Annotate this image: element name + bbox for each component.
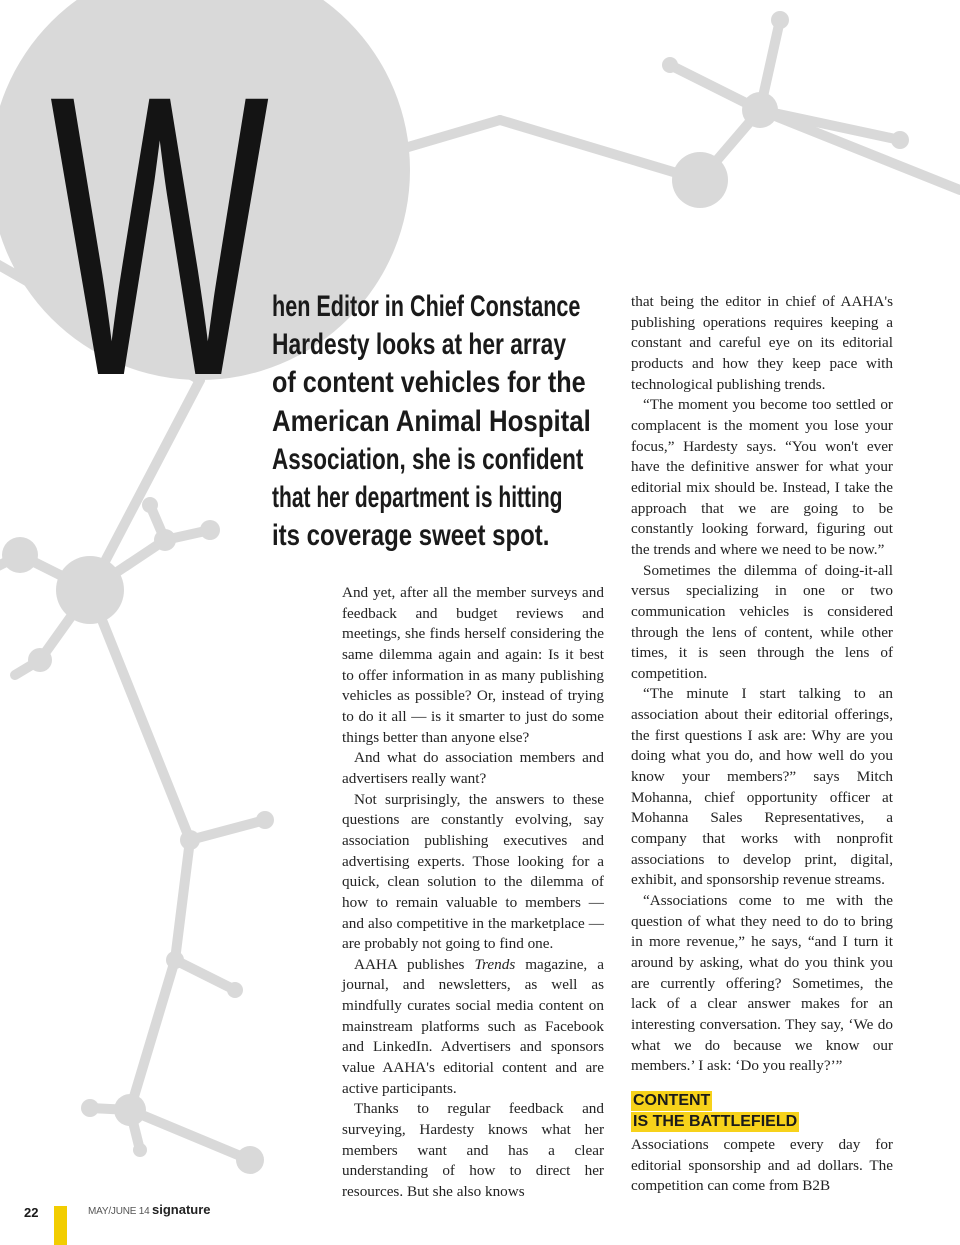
body-paragraph: And yet, after all the member surveys and feedback and budget reviews and meetings, she finds herself considering the same dilemma again and again: Is it best to offer information in as many publishing vehicles as possible? Or, instead of trying to do it all — is it smarter to just do some things better than anyone else?	[342, 584, 604, 746]
body-paragraph: “The moment you become too settled or complacent is the moment you lose your focus,” Hardesty says. “You won't ever have the definitive answer for what your editorial mix should be. Instead, I take the approach that we are going to be constantly looking forward, figuring out the trends and where we need to be now.”	[631, 396, 893, 558]
section-subhead	[631, 1091, 893, 1133]
intro-line: Association, she is confident	[272, 442, 584, 476]
body-paragraph: “Associations come to me with the question of what they need to do to bring in more revenue,” he says, “and I turn it around by asking, what do you think you are currently offering? Sometimes, the lack of a clear answer makes for an interesting conversation. They say, ‘We do what we do because we know our members.’ I ask: ‘Do you really?’”	[631, 892, 893, 1075]
intro-line: that her department is hitting	[272, 481, 563, 515]
body-paragraph: “The minute I start talking to an association about their editorial offerings, the first questions I ask are: Why are you doing what you do, and how well do you know your members?” says Mitch Mohanna, chief opportunity officer at Mohanna Sales Representatives, a company that works with nonprofit associations to develop print, digital, exhibit, and sponsorship revenue streams.	[631, 685, 893, 889]
intro-line: Hardesty looks at her array	[272, 328, 567, 362]
subhead-line: IS THE BATTLEFIELD	[633, 1112, 798, 1130]
trends-text-before: AAHA publishes	[354, 955, 475, 973]
body-paragraph: Thanks to regular feedback and surveying, Hardesty knows what her members want and has a clear understanding of how to direct her resources. But she also knows	[342, 1100, 604, 1201]
trends-text-after: magazine, a journal, and newsletters, as well as mindfully curates social media content on mainstream platforms such as Facebook and LinkedIn. Advertisers and sponsors value AAHA's editorial content and are active participants.	[342, 955, 604, 1097]
body-paragraph: Not surprisingly, the answers to these questions are constantly evolving, say association publishing executives and advertising experts. Those looking for a quick, clean solution to the dilemma of how to remain valuable to members — and also competitive in the marketplace — are probably not going to find one.	[342, 790, 604, 953]
body-column-middle	[342, 583, 604, 1203]
magazine-name: signature	[152, 1202, 211, 1217]
intro-line: American Animal Hospital	[272, 404, 591, 438]
body-paragraph: that being the editor in chief of AAHA's publishing operations requires keeping a constant and careful eye on its editorial products and how they keep pace with technological publishing trends.	[631, 293, 893, 393]
body-paragraph-trends	[342, 955, 604, 1100]
intro-line: its coverage sweet spot.	[272, 519, 550, 553]
footer-accent-bar	[54, 1206, 67, 1245]
issue-date: MAY/JUNE 14	[88, 1206, 150, 1217]
body-column-right	[631, 292, 893, 1197]
body-paragraph: Associations compete every day for editorial sponsorship and ad dollars. The competition can come from B2B	[631, 1135, 893, 1195]
intro-line: of content vehicles for the	[272, 366, 586, 400]
trends-magazine-title: Trends	[474, 955, 516, 973]
intro-deck	[272, 288, 608, 555]
body-paragraph: Sometimes the dilemma of doing-it-all versus specializing in one or two communication vehicles is considered through the lens of content, while other times, it is seen through the lens of competition.	[631, 561, 893, 682]
page-number: 22	[24, 1205, 39, 1220]
intro-line: hen Editor in Chief Constance	[272, 290, 581, 323]
subhead-line: CONTENT	[633, 1091, 711, 1109]
body-paragraph: And what do association members and advertisers really want?	[342, 749, 604, 787]
drop-cap: W	[50, 12, 266, 459]
